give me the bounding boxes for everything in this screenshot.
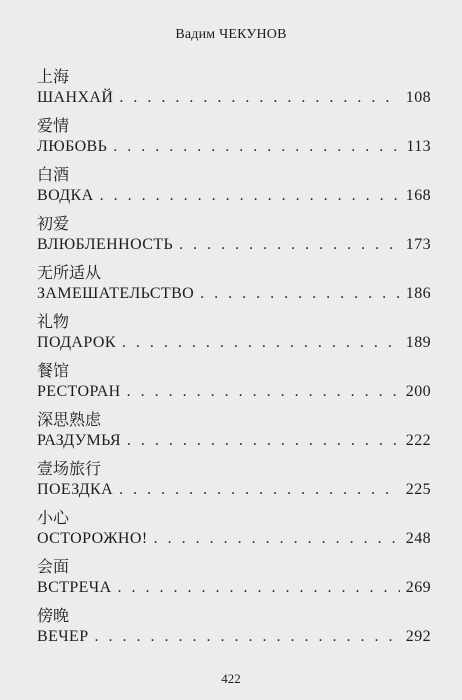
toc-entry-row [37,627,431,647]
toc-entry [37,361,431,410]
dot-leader [95,627,400,647]
toc-entry-chinese-title: 上海 [37,67,70,86]
toc-entry-title: ОСТОРОЖНО! [37,530,148,547]
toc-entry-chinese-title: 小心 [37,508,70,527]
toc-entry-page: 200 [405,383,431,400]
toc-entry-row [37,186,431,206]
toc-entry-row [37,480,431,500]
page-number: 422 [221,671,241,686]
toc-entry-row [37,284,431,304]
dot-leader [118,578,400,598]
toc-entry-chinese-title: 无所适从 [37,263,102,282]
toc-entry-page: 222 [405,432,431,449]
dot-leader [119,480,400,500]
dot-leader [154,529,400,549]
toc-entry-chinese-title: 爱情 [37,116,70,135]
toc-entry-chinese-title: 餐馆 [37,361,70,380]
toc-entry-page: 292 [405,628,431,645]
toc-entry-row [37,88,431,108]
dot-leader [113,137,400,157]
toc-entry [37,410,431,459]
toc-entry [37,312,431,361]
dot-leader [122,333,400,353]
toc-entry-chinese-title: 壹场旅行 [37,459,102,478]
toc-entry-row [37,529,431,549]
toc-entry [37,263,431,312]
toc-entry-page: 113 [406,138,431,155]
toc-entry-title: ПОЕЗДКА [37,481,114,498]
running-head-author: Вадим ЧЕКУНОВ [175,27,287,42]
toc-entry-row [37,333,431,353]
dot-leader [127,382,400,402]
toc-entry [37,67,431,116]
toc-entry [37,557,431,606]
toc-entry-title: РАЗДУМЬЯ [37,432,121,449]
toc-entry-page: 225 [405,481,431,498]
toc-entry-page: 189 [405,334,431,351]
toc-entry-title: ЗАМЕШАТЕЛЬСТВО [37,285,195,302]
toc-entry-chinese-title: 礼物 [37,312,70,331]
toc-entry-title: ШАНХАЙ [37,89,114,106]
toc-entry-title: ВОДКА [37,187,94,204]
toc-entry-title: ВЕЧЕР [37,628,89,645]
toc-entry-row [37,235,431,255]
toc-entry-title: ЛЮБОВЬ [37,138,108,155]
toc-entry-chinese-title: 初爱 [37,214,70,233]
dot-leader [179,235,400,255]
toc-entry [37,459,431,508]
toc-entry-page: 248 [405,530,431,547]
toc-entry-page: 168 [405,187,431,204]
toc-entry-title: ВЛЮБЛЕННОСТЬ [37,236,174,253]
toc-entry-row [37,137,431,157]
toc-entry-page: 108 [405,89,431,106]
toc-entry-row [37,382,431,402]
toc-entry [37,116,431,165]
toc-entry [37,214,431,263]
toc-entry [37,165,431,214]
dot-leader [119,88,399,108]
toc-entry-title: РЕСТОРАН [37,383,121,400]
dot-leader [127,431,400,451]
dot-leader [100,186,400,206]
toc-entry-chinese-title: 傍晚 [37,606,70,625]
toc-entry-page: 186 [405,285,431,302]
table-of-contents [37,67,431,655]
toc-entry-page: 173 [405,236,431,253]
toc-entry-chinese-title: 白酒 [37,165,70,184]
toc-entry-row [37,431,431,451]
toc-entry-chinese-title: 深思熟虑 [37,410,102,429]
toc-entry [37,606,431,655]
toc-entry-title: ПОДАРОК [37,334,116,351]
toc-entry-title: ВСТРЕЧА [37,579,112,596]
toc-entry-chinese-title: 会面 [37,557,70,576]
toc-entry [37,508,431,557]
dot-leader [200,284,400,304]
toc-entry-row [37,578,431,598]
toc-entry-page: 269 [405,579,431,596]
